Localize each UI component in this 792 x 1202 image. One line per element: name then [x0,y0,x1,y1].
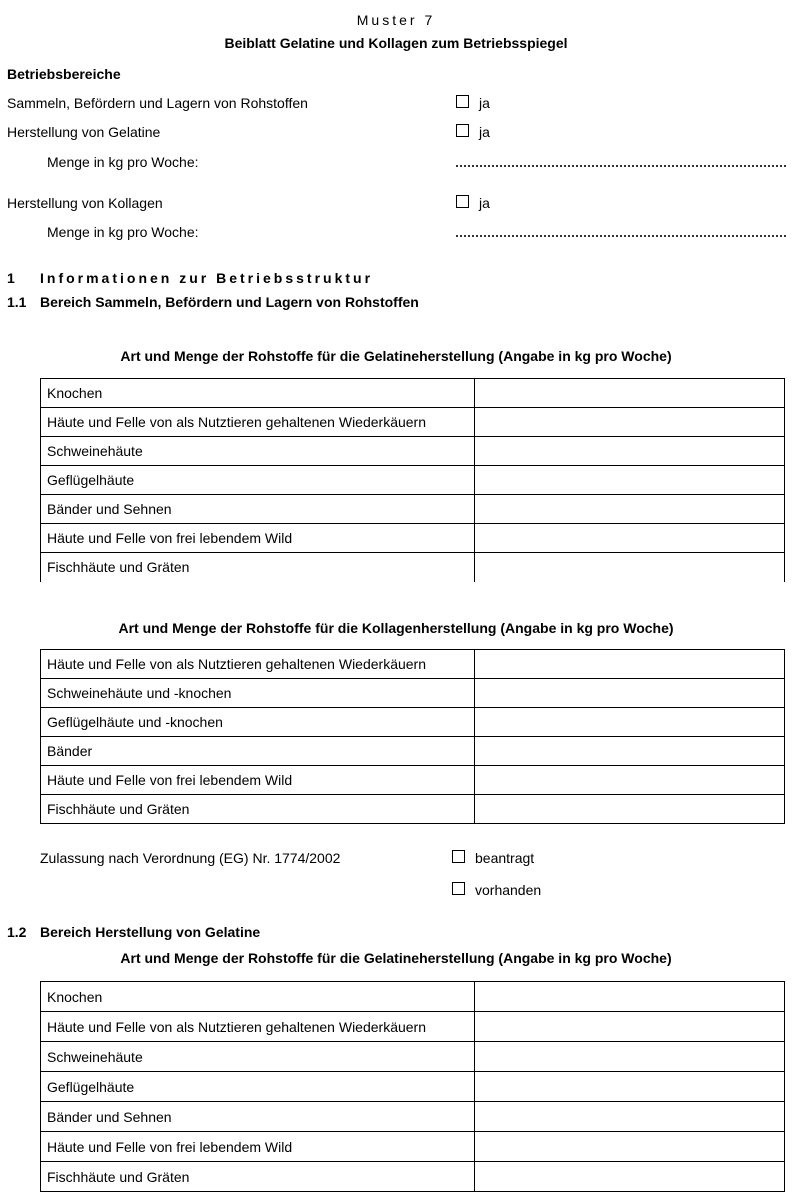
quantity-cell[interactable] [475,553,785,582]
menge-gelatine-label: Menge in kg pro Woche: [47,154,199,170]
row-label: Häute und Felle von frei lebendem Wild [41,524,475,553]
row-label: Fischhäute und Gräten [41,795,475,824]
quantity-cell[interactable] [475,379,785,408]
table-row [41,466,785,495]
table-gelatine-2-caption: Art und Menge der Rohstoffe für die Gelatineherstellung (Angabe in kg pro Woche) [120,950,672,966]
row-label: Bänder und Sehnen [41,1102,475,1132]
bereich-sammeln-checkbox[interactable] [456,95,469,108]
menge-gelatine-field[interactable] [456,163,786,167]
table-row [41,495,785,524]
quantity-cell[interactable] [475,982,785,1012]
table-kollagen [40,649,785,824]
zulassung-beantragt-label: beantragt [475,850,535,866]
row-label: Fischhäute und Gräten [41,1162,475,1192]
quantity-cell[interactable] [475,466,785,495]
row-label: Schweinehäute [41,1042,475,1072]
zulassung-vorhanden-checkbox[interactable] [452,882,465,895]
bereich-kollagen-checkbox[interactable] [456,195,469,208]
zulassung-beantragt-checkbox[interactable] [452,850,465,863]
table-row [41,553,785,582]
row-label: Häute und Felle von als Nutztieren gehaltenen Wiederkäuern [41,1012,475,1042]
table-kollagen-caption: Art und Menge der Rohstoffe für die Kollagenherstellung (Angabe in kg pro Woche) [118,620,674,636]
quantity-cell[interactable] [475,1042,785,1072]
table-row [41,679,785,708]
table-gelatine-2 [40,981,785,1192]
row-label: Häute und Felle von frei lebendem Wild [41,766,475,795]
quantity-cell[interactable] [475,1102,785,1132]
bereich-sammeln-label: Sammeln, Befördern und Lagern von Rohstoffen [7,95,308,111]
row-label: Schweinehäute und -knochen [41,679,475,708]
quantity-cell[interactable] [475,437,785,466]
table-row [41,437,785,466]
form-number: Muster 7 [356,12,436,28]
quantity-cell[interactable] [475,524,785,553]
bereich-kollagen-ja: ja [479,195,490,211]
table-row [41,524,785,553]
table-row [41,379,785,408]
section-1-2-title: Bereich Herstellung von Gelatine [40,924,261,940]
bereich-gelatine-ja: ja [479,124,490,140]
quantity-cell[interactable] [475,1132,785,1162]
row-label: Geflügelhäute [41,1072,475,1102]
bereich-gelatine-label: Herstellung von Gelatine [7,124,161,140]
row-label: Knochen [41,982,475,1012]
section-1-2-number: 1.2 [7,924,27,940]
menge-kollagen-field[interactable] [456,233,786,237]
table-row [41,1102,785,1132]
row-label: Häute und Felle von frei lebendem Wild [41,1132,475,1162]
table-row [41,650,785,679]
table-row [41,795,785,824]
zulassung-label: Zulassung nach Verordnung (EG) Nr. 1774/2002 [40,850,341,866]
betriebsbereiche-heading: Betriebsbereiche [7,66,121,82]
quantity-cell[interactable] [475,1012,785,1042]
table-row [41,1162,785,1192]
row-label: Knochen [41,379,475,408]
bereich-kollagen-label: Herstellung von Kollagen [7,195,163,211]
form-title: Beiblatt Gelatine und Kollagen zum Betriebsspiegel [224,35,568,51]
menge-kollagen-label: Menge in kg pro Woche: [47,224,199,240]
quantity-cell[interactable] [475,650,785,679]
row-label: Bänder und Sehnen [41,495,475,524]
section-1-1-number: 1.1 [7,294,27,310]
quantity-cell[interactable] [475,766,785,795]
row-label: Geflügelhäute und -knochen [41,708,475,737]
quantity-cell[interactable] [475,1072,785,1102]
table-row [41,766,785,795]
table-row [41,1012,785,1042]
zulassung-vorhanden-label: vorhanden [475,882,542,898]
row-label: Häute und Felle von als Nutztieren gehaltenen Wiederkäuern [41,408,475,437]
table-row [41,708,785,737]
table-row [41,408,785,437]
row-label: Schweinehäute [41,437,475,466]
section-1-number: 1 [7,270,15,286]
row-label: Fischhäute und Gräten [41,553,475,582]
quantity-cell[interactable] [475,708,785,737]
quantity-cell[interactable] [475,737,785,766]
section-1-1-title: Bereich Sammeln, Befördern und Lagern von Rohstoffen [40,294,419,310]
bereich-gelatine-checkbox[interactable] [456,124,469,137]
section-1-title: Informationen zur Betriebsstruktur [40,270,374,286]
table-gelatine-1-caption: Art und Menge der Rohstoffe für die Gelatineherstellung (Angabe in kg pro Woche) [120,348,672,364]
quantity-cell[interactable] [475,408,785,437]
quantity-cell[interactable] [475,495,785,524]
table-row [41,1072,785,1102]
quantity-cell[interactable] [475,795,785,824]
bereich-sammeln-ja: ja [479,95,490,111]
table-gelatine-1 [40,378,785,582]
row-label: Bänder [41,737,475,766]
table-row [41,982,785,1012]
table-row [41,737,785,766]
table-row [41,1132,785,1162]
table-row [41,1042,785,1072]
quantity-cell[interactable] [475,679,785,708]
quantity-cell[interactable] [475,1162,785,1192]
row-label: Häute und Felle von als Nutztieren gehaltenen Wiederkäuern [41,650,475,679]
row-label: Geflügelhäute [41,466,475,495]
